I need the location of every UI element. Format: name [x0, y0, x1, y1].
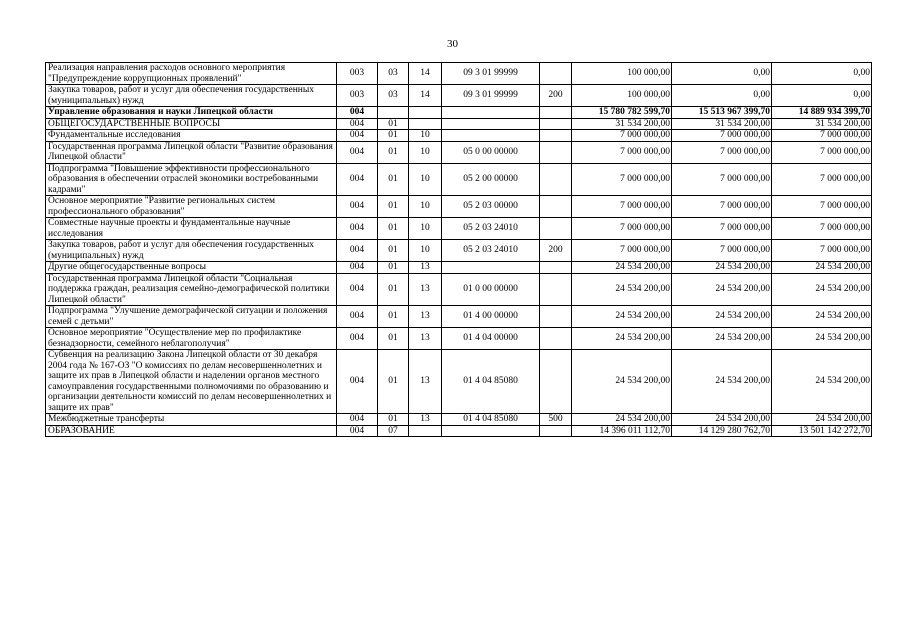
row-ved-code: 004 [337, 163, 378, 196]
table-row [46, 240, 872, 262]
row-amount-year-3: 7 000 000,00 [772, 218, 872, 240]
row-name: Закупка товаров, работ и услуг для обеспечения государственных (муниципальных) нужд [46, 240, 337, 262]
table-row [46, 328, 872, 350]
row-target-article: 01 4 04 85080 [442, 414, 540, 426]
row-amount-year-3: 24 534 200,00 [772, 306, 872, 328]
row-amount-year-1: 24 534 200,00 [572, 262, 672, 274]
row-ved-code: 003 [337, 63, 378, 85]
row-section-code: 01 [378, 414, 409, 426]
row-name: Основное мероприятие "Осуществление мер по профилактике безнадзорности, семейного неблагополучия" [46, 328, 337, 350]
row-expense-type [540, 425, 572, 437]
row-subsection-code: 10 [409, 130, 442, 142]
row-subsection-code: 13 [409, 273, 442, 306]
row-subsection-code [409, 118, 442, 130]
row-amount-year-2: 7 000 000,00 [672, 163, 772, 196]
row-amount-year-2: 24 534 200,00 [672, 273, 772, 306]
row-amount-year-1: 24 534 200,00 [572, 414, 672, 426]
row-expense-type [540, 218, 572, 240]
row-section-code: 01 [378, 240, 409, 262]
row-expense-type [540, 107, 572, 119]
row-amount-year-3: 7 000 000,00 [772, 196, 872, 218]
row-amount-year-1: 100 000,00 [572, 85, 672, 107]
row-target-article: 05 2 03 24010 [442, 240, 540, 262]
row-amount-year-3: 24 534 200,00 [772, 273, 872, 306]
table-row [46, 414, 872, 426]
row-target-article: 01 0 00 00000 [442, 273, 540, 306]
row-expense-type [540, 328, 572, 350]
row-section-code: 03 [378, 63, 409, 85]
table-row [46, 63, 872, 85]
row-name: Другие общегосударственные вопросы [46, 262, 337, 274]
row-expense-type [540, 163, 572, 196]
table-row [46, 85, 872, 107]
row-section-code: 01 [378, 328, 409, 350]
row-name: ОБРАЗОВАНИЕ [46, 425, 337, 437]
table-row [46, 130, 872, 142]
row-expense-type [540, 273, 572, 306]
row-section-code: 01 [378, 273, 409, 306]
row-expense-type [540, 306, 572, 328]
row-amount-year-2: 24 534 200,00 [672, 306, 772, 328]
row-ved-code: 004 [337, 130, 378, 142]
row-name: Фундаментальные исследования [46, 130, 337, 142]
table-row [46, 141, 872, 163]
table-row [46, 425, 872, 437]
row-amount-year-3: 24 534 200,00 [772, 350, 872, 414]
row-ved-code: 004 [337, 414, 378, 426]
row-target-article: 01 4 04 85080 [442, 350, 540, 414]
row-subsection-code: 10 [409, 141, 442, 163]
row-amount-year-1: 7 000 000,00 [572, 240, 672, 262]
row-amount-year-3: 0,00 [772, 63, 872, 85]
row-expense-type: 200 [540, 240, 572, 262]
row-section-code: 01 [378, 306, 409, 328]
row-section-code: 01 [378, 218, 409, 240]
row-target-article: 05 2 03 24010 [442, 218, 540, 240]
row-amount-year-1: 100 000,00 [572, 63, 672, 85]
row-ved-code: 004 [337, 306, 378, 328]
row-name: Основное мероприятие "Развитие региональных систем профессионального образования" [46, 196, 337, 218]
row-target-article: 05 2 00 00000 [442, 163, 540, 196]
row-name: Реализация направления расходов основного мероприятия "Предупреждение коррупционных проявлений" [46, 63, 337, 85]
row-amount-year-2: 0,00 [672, 63, 772, 85]
row-amount-year-3: 24 534 200,00 [772, 262, 872, 274]
row-amount-year-3: 14 889 934 399,70 [772, 107, 872, 119]
row-expense-type [540, 262, 572, 274]
row-amount-year-1: 24 534 200,00 [572, 350, 672, 414]
row-target-article: 05 2 03 00000 [442, 196, 540, 218]
row-ved-code: 004 [337, 240, 378, 262]
row-amount-year-3: 7 000 000,00 [772, 163, 872, 196]
row-expense-type: 200 [540, 85, 572, 107]
row-expense-type [540, 141, 572, 163]
row-amount-year-1: 24 534 200,00 [572, 328, 672, 350]
page-number: 30 [447, 38, 458, 50]
row-amount-year-2: 7 000 000,00 [672, 240, 772, 262]
row-ved-code: 004 [337, 218, 378, 240]
row-expense-type: 500 [540, 414, 572, 426]
row-section-code: 01 [378, 350, 409, 414]
row-name: ОБЩЕГОСУДАРСТВЕННЫЕ ВОПРОСЫ [46, 118, 337, 130]
table-row [46, 350, 872, 414]
row-expense-type [540, 196, 572, 218]
row-subsection-code: 14 [409, 63, 442, 85]
table-row [46, 306, 872, 328]
row-ved-code: 004 [337, 350, 378, 414]
row-amount-year-2: 24 534 200,00 [672, 328, 772, 350]
row-name: Закупка товаров, работ и услуг для обеспечения государственных (муниципальных) нужд [46, 85, 337, 107]
table-row [46, 118, 872, 130]
row-subsection-code: 10 [409, 218, 442, 240]
row-subsection-code: 13 [409, 328, 442, 350]
row-amount-year-1: 7 000 000,00 [572, 141, 672, 163]
row-subsection-code: 13 [409, 414, 442, 426]
row-section-code: 01 [378, 262, 409, 274]
row-ved-code: 004 [337, 107, 378, 119]
row-section-code: 01 [378, 163, 409, 196]
row-section-code: 07 [378, 425, 409, 437]
row-amount-year-1: 15 780 782 599,70 [572, 107, 672, 119]
row-target-article: 05 0 00 00000 [442, 141, 540, 163]
row-amount-year-2: 7 000 000,00 [672, 196, 772, 218]
row-expense-type [540, 130, 572, 142]
row-amount-year-3: 31 534 200,00 [772, 118, 872, 130]
row-name: Совместные научные проекты и фундаментальные научные исследования [46, 218, 337, 240]
row-name: Управление образования и науки Липецкой области [46, 107, 337, 119]
row-target-article [442, 262, 540, 274]
row-amount-year-1: 7 000 000,00 [572, 163, 672, 196]
row-amount-year-1: 7 000 000,00 [572, 218, 672, 240]
row-amount-year-2: 14 129 280 762,70 [672, 425, 772, 437]
row-section-code [378, 107, 409, 119]
row-amount-year-2: 7 000 000,00 [672, 141, 772, 163]
row-expense-type [540, 350, 572, 414]
row-section-code: 03 [378, 85, 409, 107]
row-amount-year-2: 15 513 967 399,70 [672, 107, 772, 119]
row-amount-year-3: 7 000 000,00 [772, 141, 872, 163]
row-subsection-code: 13 [409, 350, 442, 414]
row-amount-year-2: 24 534 200,00 [672, 262, 772, 274]
row-ved-code: 004 [337, 273, 378, 306]
row-amount-year-2: 0,00 [672, 85, 772, 107]
row-amount-year-1: 7 000 000,00 [572, 130, 672, 142]
row-amount-year-2: 7 000 000,00 [672, 130, 772, 142]
row-subsection-code [409, 425, 442, 437]
row-section-code: 01 [378, 130, 409, 142]
table-row [46, 163, 872, 196]
row-name: Государственная программа Липецкой области "Социальная поддержка граждан, реализация семейно-демографической политики Липецкой области" [46, 273, 337, 306]
row-target-article [442, 118, 540, 130]
row-expense-type [540, 63, 572, 85]
table-row [46, 196, 872, 218]
row-name: Межбюджетные трансферты [46, 414, 337, 426]
row-ved-code: 004 [337, 118, 378, 130]
row-amount-year-3: 24 534 200,00 [772, 414, 872, 426]
row-amount-year-3: 24 534 200,00 [772, 328, 872, 350]
row-ved-code: 004 [337, 141, 378, 163]
budget-table [45, 62, 872, 437]
row-subsection-code: 13 [409, 306, 442, 328]
row-section-code: 01 [378, 196, 409, 218]
row-ved-code: 004 [337, 196, 378, 218]
row-subsection-code: 10 [409, 163, 442, 196]
row-amount-year-3: 0,00 [772, 85, 872, 107]
row-ved-code: 003 [337, 85, 378, 107]
row-subsection-code: 10 [409, 240, 442, 262]
table-row [46, 273, 872, 306]
row-target-article: 09 3 01 99999 [442, 63, 540, 85]
row-amount-year-2: 24 534 200,00 [672, 350, 772, 414]
row-amount-year-3: 13 501 142 272,70 [772, 425, 872, 437]
row-target-article [442, 107, 540, 119]
budget-table-body [46, 63, 872, 437]
row-target-article [442, 425, 540, 437]
row-amount-year-2: 31 534 200,00 [672, 118, 772, 130]
row-target-article: 01 4 04 00000 [442, 328, 540, 350]
row-amount-year-1: 14 396 011 112,70 [572, 425, 672, 437]
row-expense-type [540, 118, 572, 130]
row-subsection-code: 14 [409, 85, 442, 107]
row-section-code: 01 [378, 118, 409, 130]
row-target-article: 01 4 00 00000 [442, 306, 540, 328]
table-row [46, 218, 872, 240]
row-amount-year-1: 31 534 200,00 [572, 118, 672, 130]
row-ved-code: 004 [337, 328, 378, 350]
row-name: Государственная программа Липецкой области "Развитие образования Липецкой области" [46, 141, 337, 163]
row-name: Подпрограмма "Улучшение демографической ситуации и положения семей с детьми" [46, 306, 337, 328]
row-subsection-code: 13 [409, 262, 442, 274]
row-subsection-code [409, 107, 442, 119]
row-name: Подпрограмма "Повышение эффективности профессионального образования в обеспечении отраслей экономики востребованными кадрами" [46, 163, 337, 196]
row-amount-year-2: 7 000 000,00 [672, 218, 772, 240]
row-target-article: 09 3 01 99999 [442, 85, 540, 107]
row-amount-year-1: 24 534 200,00 [572, 306, 672, 328]
row-amount-year-3: 7 000 000,00 [772, 240, 872, 262]
row-subsection-code: 10 [409, 196, 442, 218]
row-target-article [442, 130, 540, 142]
table-row [46, 262, 872, 274]
row-amount-year-1: 24 534 200,00 [572, 273, 672, 306]
row-amount-year-2: 24 534 200,00 [672, 414, 772, 426]
row-ved-code: 004 [337, 425, 378, 437]
table-row [46, 107, 872, 119]
row-amount-year-1: 7 000 000,00 [572, 196, 672, 218]
row-amount-year-3: 7 000 000,00 [772, 130, 872, 142]
row-section-code: 01 [378, 141, 409, 163]
row-ved-code: 004 [337, 262, 378, 274]
row-name: Субвенция на реализацию Закона Липецкой области от 30 декабря 2004 года № 167-ОЗ "О комиссиях по делам несовершеннолетних и защите их прав в Липецкой области и наделении органов местного самоуправления государственными полномочиями по образованию и организации деятельности комиссий по делам несовершеннолетних и защите их прав" [46, 350, 337, 414]
